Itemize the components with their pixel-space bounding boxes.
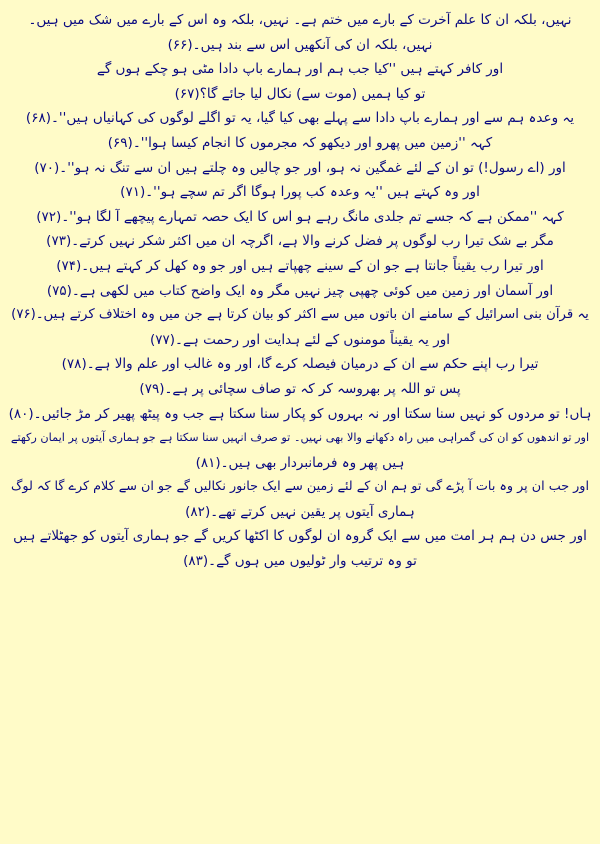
verse-line: اور (اے رسول!) تو ان کے لئے غمگین نہ ہو، اور جو چالیں وہ چلتے ہیں ان سے تنگ نہ ہو''۔(۷۰) bbox=[34, 159, 566, 176]
verse-line: کہہ ''زمین میں پھرو اور دیکھو کہ مجرموں کا انجام کیسا ہوا''۔(۶۹) bbox=[107, 134, 493, 151]
verse-list bbox=[8, 8, 592, 574]
verse-line: اور کافر کہتے ہیں ''کیا جب ہم اور ہمارے باپ دادا مٹی ہو چکے ہوں گے bbox=[96, 61, 504, 78]
verse-line: تو کیا ہمیں (موت سے) نکال لیا جائے گا؟(۶۷) bbox=[174, 85, 426, 102]
verse-line: یہ وعدہ ہم سے اور ہمارے باپ دادا سے پہلے بھی کیا گیا، یہ تو اگلے لوگوں کی کہانیاں ہیں''۔(۶۸) bbox=[25, 110, 575, 127]
verse-line: نہیں، بلکہ ان کا علم آخرت کے بارے میں ختم ہے۔ نہیں، بلکہ وہ اس کے بارے میں شک میں ہیں۔ bbox=[28, 12, 572, 28]
verse-line: اور وہ کہتے ہیں ''یہ وعدہ کب پورا ہوگا اگر تم سچے ہو''۔(۷۱) bbox=[120, 184, 480, 201]
verse-line: تیرا رب اپنے حکم سے ان کے درمیان فیصلہ کرے گا، اور وہ غالب اور علم والا ہے۔(۷۸) bbox=[61, 356, 539, 373]
verse-line: اور جب ان پر وہ بات آ پڑے گی تو ہم ان کے لئے زمین سے ایک جانور نکالیں گے جو ان سے کلام کرے گا کہ لوگ bbox=[10, 479, 590, 495]
verse-line: اور تیرا رب یقیناً جانتا ہے جو ان کے سینے چھپاتے ہیں اور جو وہ کھل کر کہتے ہیں۔(۷۴) bbox=[56, 257, 544, 274]
verse-line: پس تو اللہ پر بھروسہ کر کہ تو صاف سچائی پر ہے۔(۷۹) bbox=[139, 380, 461, 397]
verse-line: مگر بے شک تیرا رب لوگوں پر فضل کرنے والا ہے، اگرچہ ان میں اکثر شکر نہیں کرتے۔(۷۳) bbox=[46, 233, 554, 250]
verse-line: اور تو اندھوں کو ان کی گمراہی میں راہ دکھانے والا بھی نہیں۔ تو صرف انہیں سنا سکتا ہے جو ہماری آیتوں پر ایمان رکھتے bbox=[10, 431, 590, 445]
verse-line: تو وہ ترتیب وار ٹولیوں میں ہوں گے۔(۸۳) bbox=[183, 553, 417, 570]
verse-line: ہاں! تو مردوں کو نہیں سنا سکتا اور نہ بہروں کو پکار سنا سکتا ہے جب وہ پیٹھ پھیر کر مڑ جائیں۔(۸۰) bbox=[8, 405, 592, 422]
verse-line: ہیں پھر وہ فرمانبردار بھی ہیں۔(۸۱) bbox=[195, 454, 405, 471]
verse-line: نہیں، بلکہ ان کی آنکھیں اس سے بند ہیں۔(۶۶) bbox=[167, 36, 433, 53]
verse-line: اور یہ یقیناً مومنوں کے لئے ہدایت اور رحمت ہے۔(۷۷) bbox=[149, 331, 451, 348]
verse-line: ہماری آیتوں پر یقین نہیں کرتے تھے۔(۸۲) bbox=[185, 503, 415, 520]
verse-line: یہ قرآن بنی اسرائیل کے سامنے ان باتوں میں سے اکثر کو بیان کرتا ہے جن میں وہ اختلاف کرتے ہیں۔(۷۶) bbox=[11, 307, 589, 323]
verse-line: اور آسمان اور زمین میں کوئی چھپی چیز نہیں مگر وہ ایک واضح کتاب میں لکھی ہے۔(۷۵) bbox=[46, 282, 554, 299]
verse-line: کہہ ''ممکن ہے کہ جسے تم جلدی مانگ رہے ہو اس کا ایک حصہ تمہارے پیچھے آ لگا ہو''۔(۷۲) bbox=[36, 208, 564, 225]
verse-line: اور جس دن ہم ہر امت میں سے ایک گروہ ان لوگوں کا اکٹھا کریں گے جو ہماری آیتوں کو جھٹلاتے ہیں bbox=[13, 528, 587, 545]
